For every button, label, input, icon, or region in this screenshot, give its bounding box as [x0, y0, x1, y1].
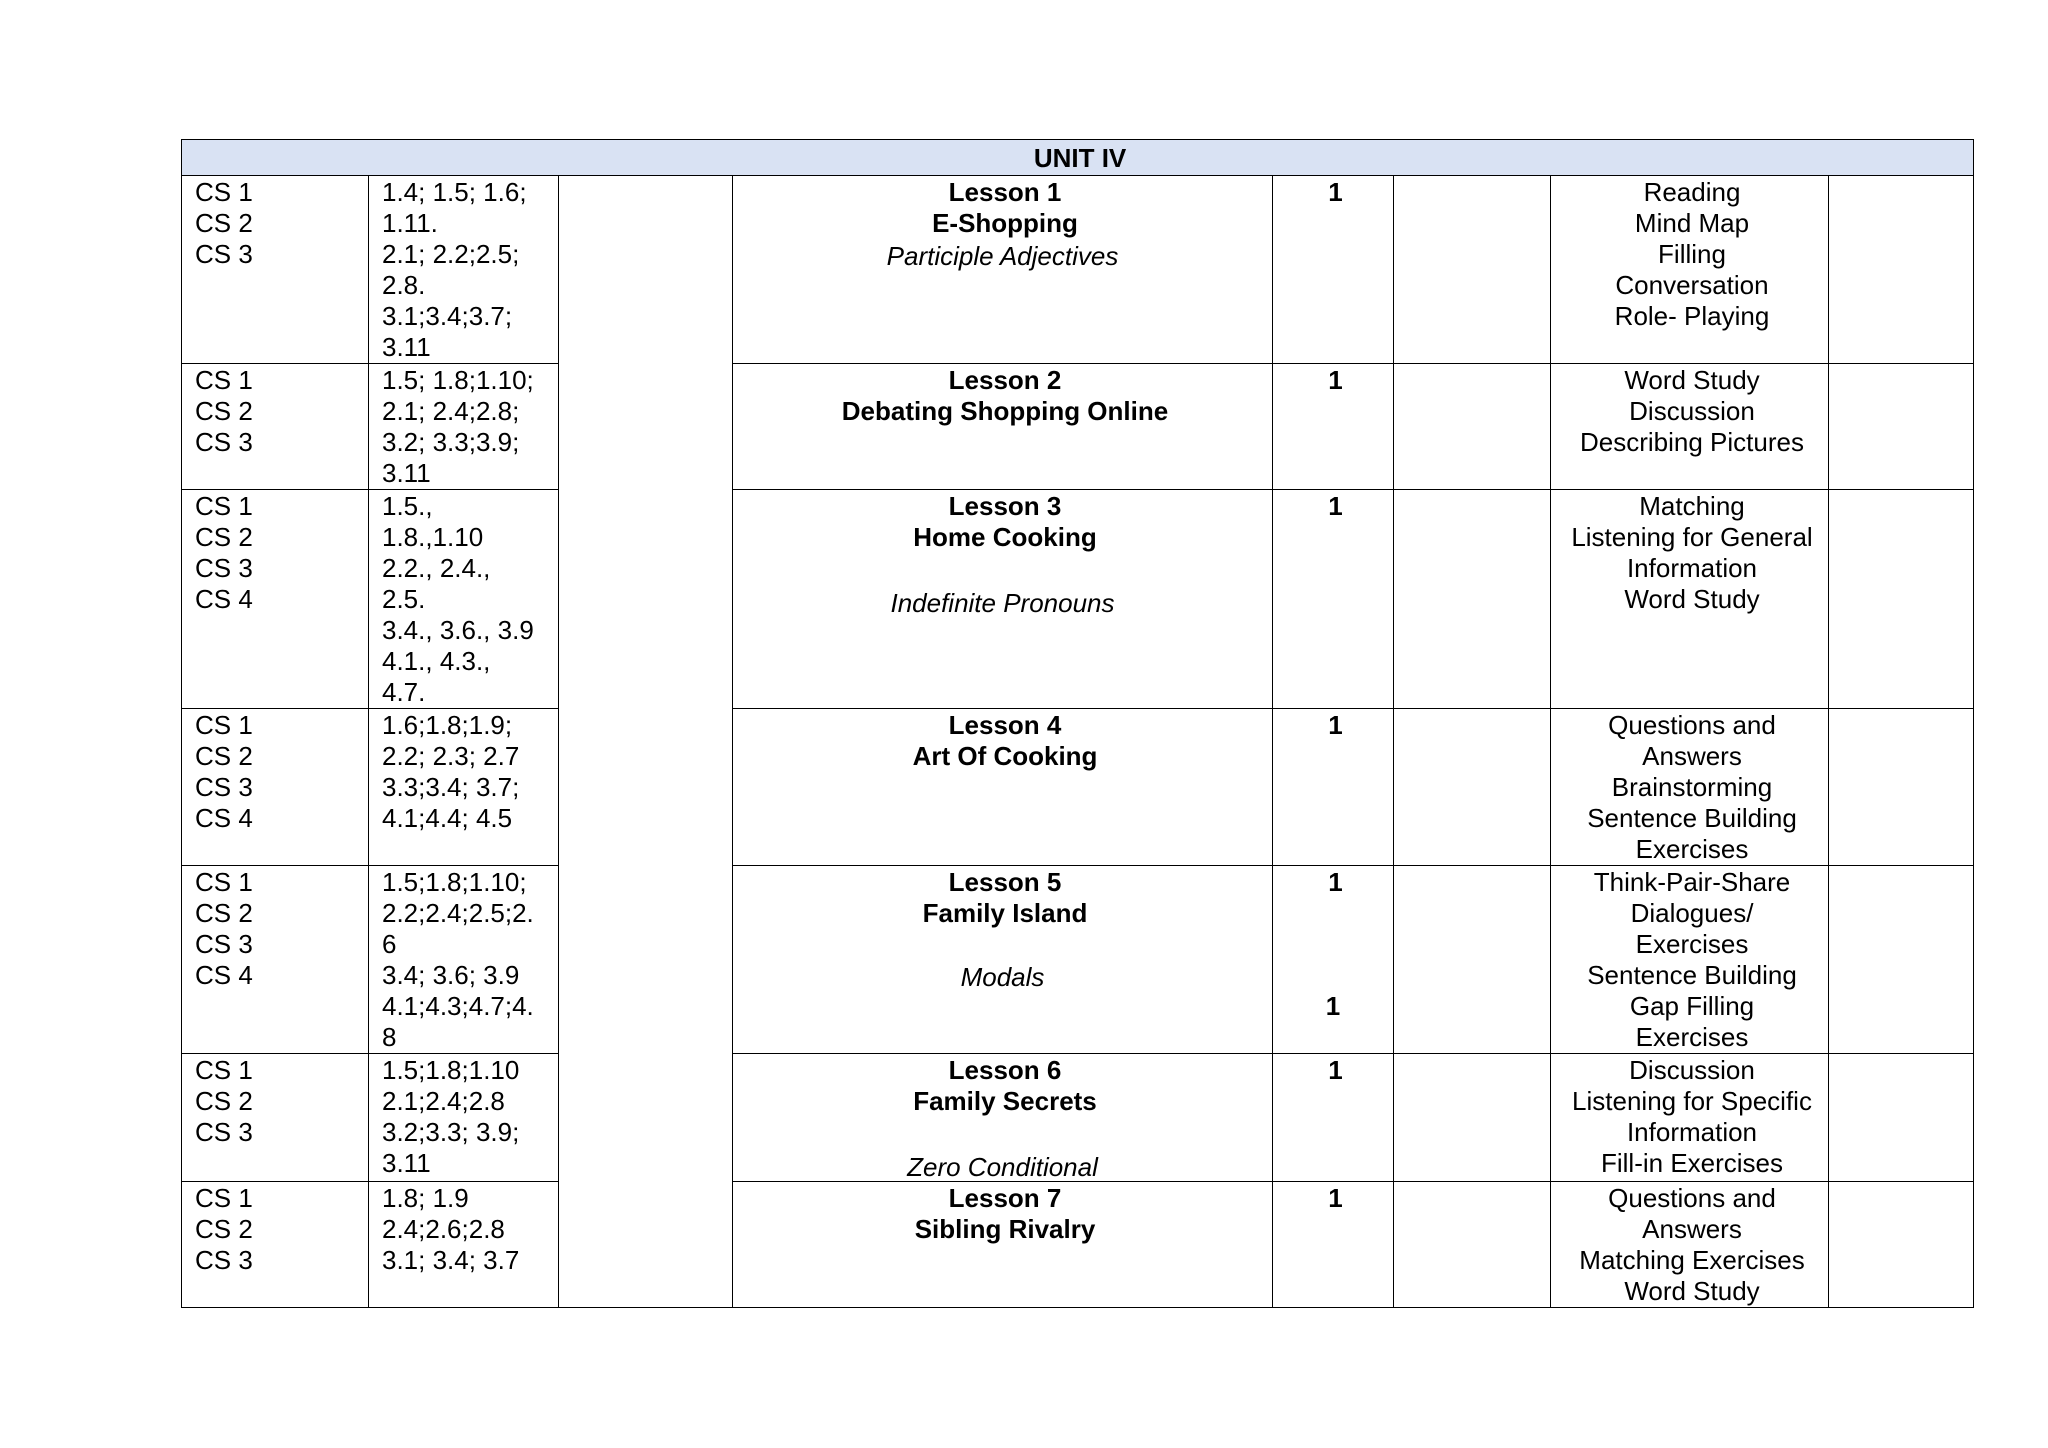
activities-cell — [1551, 1182, 1829, 1308]
hours-value: 1 — [1328, 710, 1343, 740]
cs-code: CS 2 — [195, 522, 253, 552]
lesson-title: Family Island — [922, 898, 1088, 928]
cs-cell — [182, 1182, 369, 1308]
empty-cell — [1394, 1054, 1551, 1182]
lesson-cell — [733, 176, 1273, 364]
lesson-title: Home Cooking — [913, 522, 1097, 552]
activity: Sentence Building — [1587, 960, 1797, 990]
standard-code: 1.6;1.8;1.9; — [382, 710, 513, 740]
cs-code: CS 2 — [195, 208, 253, 238]
activity: Exercises — [1635, 1022, 1749, 1052]
activities-cell — [1551, 364, 1829, 490]
standard-code: 3.1;3.4;3.7; — [382, 301, 513, 331]
activity: Matching — [1639, 491, 1745, 521]
hours-value: 1 — [1328, 1055, 1343, 1085]
activity: Listening for General — [1571, 522, 1813, 552]
hours-cell — [1273, 709, 1394, 866]
activity: Listening for Specific — [1572, 1086, 1812, 1116]
table-row — [182, 1182, 1974, 1308]
lesson-rows — [182, 176, 1974, 1308]
empty-cell — [1829, 1054, 1974, 1182]
cs-cell — [182, 866, 369, 1054]
activity: Dialogues/ — [1630, 898, 1754, 928]
hours-value: 1 — [1328, 867, 1343, 897]
hours-value: 1 — [1328, 1183, 1343, 1213]
standard-code: 2.2;2.4;2.5;2. — [382, 898, 534, 928]
cs-cell — [182, 1054, 369, 1182]
cs-code: CS 3 — [195, 427, 253, 457]
cs-code: CS 1 — [195, 1055, 253, 1085]
table-row — [182, 1054, 1974, 1182]
cs-cell — [182, 709, 369, 866]
standard-code: 1.5; 1.8;1.10; — [382, 365, 534, 395]
activity: Questions and — [1608, 1183, 1776, 1213]
lesson-number: Lesson 2 — [948, 365, 1062, 395]
lesson-number: Lesson 1 — [948, 177, 1062, 207]
grammar-topic: Indefinite Pronouns — [890, 588, 1115, 618]
standard-code: 3.3;3.4; 3.7; — [382, 772, 520, 802]
activity: Fill-in Exercises — [1600, 1148, 1784, 1178]
standard-code: 2.8. — [382, 270, 426, 300]
lesson-title: Debating Shopping Online — [841, 396, 1169, 426]
cs-code: CS 3 — [195, 239, 253, 269]
unit-title: UNIT IV — [182, 140, 1974, 176]
cs-code: CS 2 — [195, 1086, 253, 1116]
standard-code: 3.11 — [382, 332, 431, 362]
standard-code: 3.1; 3.4; 3.7 — [382, 1245, 520, 1275]
cs-code: CS 3 — [195, 1117, 253, 1147]
empty-cell — [1829, 866, 1974, 1054]
standards-cell — [369, 1182, 559, 1308]
standard-code: 3.2;3.3; 3.9; — [382, 1117, 520, 1147]
activity: Conversation — [1615, 270, 1769, 300]
standard-code: 2.5. — [382, 584, 426, 614]
lesson-cell — [733, 709, 1273, 866]
standard-code: 6 — [382, 929, 397, 959]
standards-cell — [369, 709, 559, 866]
cs-cell — [182, 364, 369, 490]
table-row — [182, 490, 1974, 709]
standard-code: 3.11 — [382, 458, 431, 488]
activity: Discussion — [1629, 396, 1755, 426]
lesson-cell — [733, 364, 1273, 490]
cs-code: CS 4 — [195, 960, 253, 990]
activity: Information — [1626, 553, 1758, 583]
empty-cell — [1394, 866, 1551, 1054]
lesson-title: Sibling Rivalry — [914, 1214, 1096, 1244]
empty-cell — [1394, 1182, 1551, 1308]
activity: Word Study — [1624, 584, 1760, 614]
standards-cell — [369, 490, 559, 709]
cs-code: CS 3 — [195, 929, 253, 959]
activities-cell — [1551, 866, 1829, 1054]
cs-code: CS 1 — [195, 491, 253, 521]
lesson-number: Lesson 4 — [948, 710, 1062, 740]
activities-cell — [1551, 176, 1829, 364]
activity: Exercises — [1635, 929, 1749, 959]
standards-cell — [369, 176, 559, 364]
activity: Discussion — [1629, 1055, 1755, 1085]
standard-code: 2.1; 2.2;2.5; — [382, 239, 520, 269]
standard-code: 4.1., 4.3., — [382, 646, 491, 676]
table-row — [182, 176, 1974, 364]
lesson-title: Art Of Cooking — [912, 741, 1098, 771]
hours-value: 1 — [1328, 177, 1343, 207]
cs-cell — [182, 176, 369, 364]
activity: Information — [1626, 1117, 1758, 1147]
cs-code: CS 2 — [195, 396, 253, 426]
lesson-cell — [733, 866, 1273, 1054]
standard-code: 1.11. — [382, 208, 438, 238]
activity: Questions and — [1608, 710, 1776, 740]
empty-cell — [1829, 176, 1974, 364]
standard-code: 2.1;2.4;2.8 — [382, 1086, 505, 1116]
standard-code: 1.8.,1.10 — [382, 522, 484, 552]
activity: Word Study — [1624, 365, 1760, 395]
standard-code: 3.2; 3.3;3.9; — [382, 427, 520, 457]
cs-code: CS 3 — [195, 772, 253, 802]
hours-cell — [1273, 490, 1394, 709]
standard-code: 1.5;1.8;1.10; — [382, 867, 527, 897]
cs-code: CS 4 — [195, 803, 253, 833]
standard-code: 8 — [382, 1022, 397, 1052]
cs-code: CS 4 — [195, 584, 253, 614]
standard-code: 1.5., — [382, 491, 433, 521]
standard-code: 2.1; 2.4;2.8; — [382, 396, 520, 426]
standard-code: 2.2; 2.3; 2.7 — [382, 741, 520, 771]
lesson-number: Lesson 5 — [948, 867, 1062, 897]
empty-cell — [1829, 490, 1974, 709]
hours-value: 1 — [1325, 991, 1341, 1021]
empty-cell — [1829, 1182, 1974, 1308]
hours-cell — [1273, 1054, 1394, 1182]
standard-code: 4.1;4.4; 4.5 — [382, 803, 513, 833]
activity: Matching Exercises — [1579, 1245, 1805, 1275]
lesson-number: Lesson 6 — [948, 1055, 1062, 1085]
activity: Exercises — [1635, 834, 1749, 864]
standard-code: 4.1;4.3;4.7;4. — [382, 991, 534, 1021]
empty-cell — [1829, 364, 1974, 490]
unit-plan-table — [181, 139, 1974, 1308]
standards-cell — [369, 1054, 559, 1182]
empty-cell — [1394, 364, 1551, 490]
activity: Describing Pictures — [1580, 427, 1804, 457]
activities-cell — [1551, 1054, 1829, 1182]
lesson-title: E-Shopping — [932, 208, 1078, 238]
activity: Gap Filling — [1629, 991, 1755, 1021]
hours-cell — [1273, 866, 1394, 1054]
grammar-topic: Zero Conditional — [907, 1152, 1098, 1182]
standard-code: 3.11 — [382, 1148, 431, 1178]
activities-cell — [1551, 490, 1829, 709]
table-row — [182, 364, 1974, 490]
cs-code: CS 1 — [195, 177, 253, 207]
activities-cell — [1551, 709, 1829, 866]
standard-code: 1.5;1.8;1.10 — [382, 1055, 520, 1085]
activity: Answers — [1642, 1214, 1742, 1244]
activity: Mind Map — [1634, 208, 1750, 238]
lesson-title: Family Secrets — [913, 1086, 1097, 1116]
activity: Word Study — [1624, 1276, 1760, 1306]
activity: Filling — [1658, 239, 1726, 269]
hours-cell — [1273, 176, 1394, 364]
empty-cell — [1829, 709, 1974, 866]
hours-cell — [1273, 364, 1394, 490]
activity: Answers — [1642, 741, 1742, 771]
hours-value: 1 — [1328, 491, 1343, 521]
table-row — [182, 709, 1974, 866]
lesson-number: Lesson 7 — [948, 1183, 1062, 1213]
lesson-number: Lesson 3 — [948, 491, 1062, 521]
cs-code: CS 2 — [195, 741, 253, 771]
cs-code: CS 1 — [195, 1183, 253, 1213]
cs-code: CS 1 — [195, 867, 253, 897]
standard-code: 2.4;2.6;2.8 — [382, 1214, 505, 1244]
standard-code: 2.2., 2.4., — [382, 553, 491, 583]
lesson-cell — [733, 1182, 1273, 1308]
hours-cell — [1273, 1182, 1394, 1308]
cs-code: CS 2 — [195, 1214, 253, 1244]
table-row — [182, 866, 1974, 1054]
empty-cell — [1394, 490, 1551, 709]
standard-code: 4.7. — [382, 677, 426, 707]
standard-code: 1.8; 1.9 — [382, 1183, 469, 1213]
cs-code: CS 2 — [195, 898, 253, 928]
activity: Role- Playing — [1614, 301, 1770, 331]
cs-cell — [182, 490, 369, 709]
cs-code: CS 3 — [195, 553, 253, 583]
standards-cell — [369, 866, 559, 1054]
standard-code: 3.4; 3.6; 3.9 — [382, 960, 520, 990]
empty-cell — [1394, 709, 1551, 866]
cs-code: CS 1 — [195, 365, 253, 395]
activity: Reading — [1643, 177, 1741, 207]
standards-cell — [369, 364, 559, 490]
cs-code: CS 1 — [195, 710, 253, 740]
standard-code: 1.4; 1.5; 1.6; — [382, 177, 527, 207]
cs-code: CS 3 — [195, 1245, 253, 1275]
lesson-cell — [733, 1054, 1273, 1182]
activity: Sentence Building — [1587, 803, 1797, 833]
grammar-topic: Participle Adjectives — [886, 241, 1119, 271]
standard-code: 3.4., 3.6., 3.9 — [382, 615, 534, 645]
lesson-cell — [733, 490, 1273, 709]
hours-value: 1 — [1328, 365, 1343, 395]
activity: Brainstorming — [1611, 772, 1773, 802]
activity: Think-Pair-Share — [1593, 867, 1791, 897]
empty-cell — [1394, 176, 1551, 364]
grammar-topic: Modals — [960, 962, 1045, 992]
merged-empty-cell — [559, 176, 733, 1308]
